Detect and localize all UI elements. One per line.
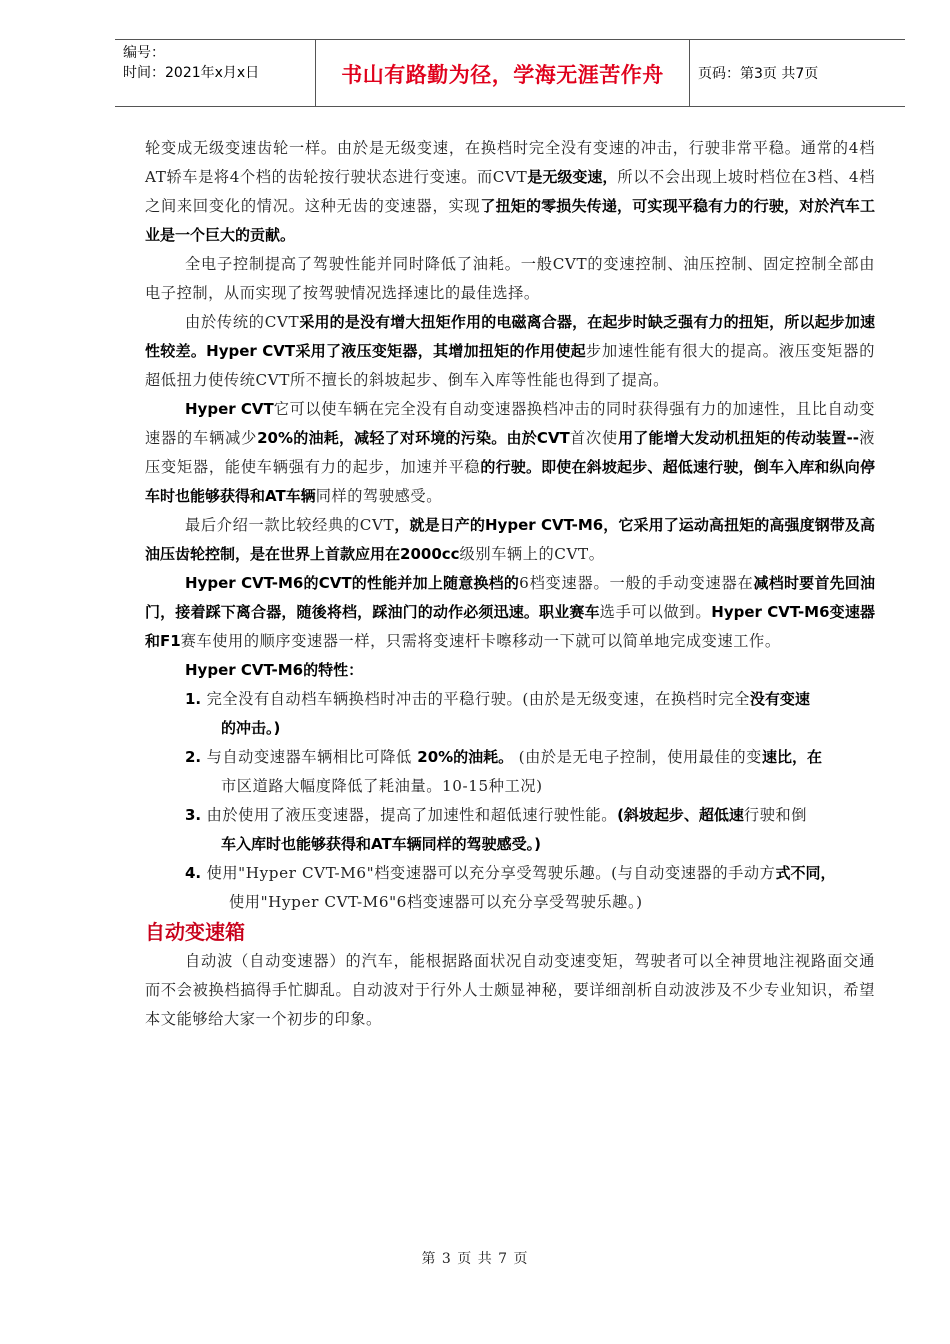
paragraph-7: 自动波（自动变速器）的汽车，能根据路面状况自动变速变矩，驾驶者可以全神贯地注视路面交通而不会被换档搞得手忙脚乱。自动波对于行外人士颇显神秘，要详细剖析自动波涉及不少专业知识，希望本文能够给大家一个初步的印象。: [145, 952, 875, 1028]
text-run-bold: Hyper CVT-M6变速器和F1: [145, 603, 875, 650]
text-run-bold: 了扭矩的零损失传递，可实现平稳有力的行驶，对於汽车工业是一个巨大的贡献。: [145, 197, 875, 244]
text-run: 由於使用了液压变速器，提高了加速性和超低速行驶性能。: [206, 806, 618, 824]
text-run: 与自动变速器车辆相比可降低: [206, 748, 412, 766]
time-label: 时间：2021年x月x日: [123, 65, 260, 81]
feature-number: 1.: [185, 690, 202, 708]
feature-4-cont: 使用"Hyper CVT-M6"6档变速器可以充分享受驾驶乐趣。): [229, 893, 643, 911]
text-run-bold: 是无级变速，: [527, 168, 618, 186]
feature-4: [145, 859, 875, 888]
features-title: Hyper CVT-M6的特性：: [185, 661, 364, 679]
text-run: 选手可以做到。: [599, 603, 712, 621]
text-run: 液压变矩器，能使车辆强有力的起步，加速并平稳: [145, 429, 875, 476]
text-run: (由於是无电子控制，使用最佳的变: [518, 748, 762, 766]
paragraph-3: [145, 308, 875, 395]
paragraph-2: 全电子控制提高了驾驶性能并同时降低了油耗。一般CVT的变速控制、油压控制、固定控制全部由电子控制，从而实现了按驾驶情况选择速比的最佳选择。: [145, 255, 875, 302]
header-meta: [115, 40, 316, 106]
text-run-bold: 式不同，: [775, 864, 836, 882]
feature-number: 4.: [185, 864, 202, 882]
header-table: [115, 39, 905, 107]
text-run: 步加速性能有很大的提高。液压变矩器的超低扭力使传统CVT所不擅长的斜坡起步、倒车入库等性能也得到了提高。: [145, 342, 875, 389]
text-run: 使用"Hyper CVT-M6"档变速器可以充分享受驾驶乐趣。(与自动变速器的手动方: [206, 864, 776, 882]
text-run-bold: Hyper CVT: [185, 400, 274, 418]
header-motto: 书山有路勤为径，学海无涯苦作舟: [316, 40, 690, 106]
text-run: 级别车辆上的CVT。: [459, 545, 605, 563]
feature-1-cont: 的冲击。): [221, 719, 281, 737]
text-run: 6档变速器。一般的手动变速器在: [519, 574, 754, 592]
feature-1: [145, 685, 875, 714]
paragraph-4: [145, 395, 875, 511]
text-run-bold: 的行驶。即使在斜坡起步、超低速行驶，倒车入库和纵向停车时也能够获得和AT车辆: [145, 458, 875, 505]
feature-3: [145, 801, 875, 830]
text-run: 赛车使用的顺序变速器一样，只需将变速杆卡嚓移动一下就可以简单地完成变速工作。: [180, 632, 781, 650]
number-label: 编号：: [123, 45, 165, 61]
text-run: 首次使: [569, 429, 619, 447]
text-run-bold: Hyper CVT-M6的CVT的性能并加上随意换档的: [185, 574, 520, 592]
paragraph-1: [145, 134, 875, 250]
document-body: [145, 134, 875, 1034]
text-run: 它可以使车辆在完全没有自动变速器换档冲击的同时获得强有力的加速性，且比自动变速器的车辆减少: [145, 400, 875, 447]
text-run: 最后介绍一款比较经典的CVT: [185, 516, 395, 534]
text-run: 所以不会出现上坡时档位在3档、4档之间来回变化的情况。这种无齿的变速器，实现: [145, 168, 875, 215]
page-footer: 第 3 页 共 7 页: [421, 1251, 529, 1267]
text-run-bold: ，就是日产的Hyper CVT-M6，它采用了运动高扭矩的高强度钢带及高油压齿轮控制，是在世界上首款应用在2000cc: [145, 516, 875, 563]
text-run-bold: 采用的是没有增大扭矩作用的电磁离合器，在起步时缺乏强有力的扭矩，所以起步加速性较差。Hyper CVT采用了液压变矩器，其增加扭矩的作用使起: [145, 313, 875, 360]
text-run: 同样的驾驶感受。: [315, 487, 442, 505]
paragraph-5: [145, 511, 875, 569]
feature-3-cont: 车入库时也能够获得和AT车辆同样的驾驶感受。): [221, 835, 542, 853]
text-run: 由於传统的CVT: [185, 313, 300, 331]
text-run-bold: 20%的油耗。: [417, 748, 514, 766]
feature-2-cont: 市区道路大幅度降低了耗油量。10-15种工况): [221, 777, 543, 795]
text-run-bold: 减档时要首先回油门，接着踩下离合器，随後将档，踩油门的动作必须迅速。职业赛车: [145, 574, 875, 621]
paragraph-6: [145, 569, 875, 656]
text-run-bold: 没有变速: [749, 690, 810, 708]
text-run-bold: 20%的油耗，减轻了对环境的污染。由於CVT: [257, 429, 570, 447]
feature-2: [145, 743, 875, 772]
text-run: 轮变成无级变速齿轮一样。由於是无级变速，在换档时完全没有变速的冲击，行驶非常平稳。通常的4档AT轿车是将4个档的齿轮按行驶状态进行变速。而CVT: [145, 139, 875, 186]
text-run-bold: 用了能增大发动机扭矩的传动装置--: [618, 429, 859, 447]
text-run-bold: (斜坡起步、超低速: [617, 806, 744, 824]
header-page-info: 页码：第3页 共7页: [698, 66, 819, 82]
feature-number: 2.: [185, 748, 202, 766]
feature-number: 3.: [185, 806, 202, 824]
text-run: 行驶和倒: [743, 806, 808, 824]
text-run-bold: 速比，在: [761, 748, 822, 766]
section-title: 自动变速箱: [145, 920, 245, 944]
text-run: 完全没有自动档车辆换档时冲击的平稳行驶。(由於是无级变速，在换档时完全: [206, 690, 750, 708]
